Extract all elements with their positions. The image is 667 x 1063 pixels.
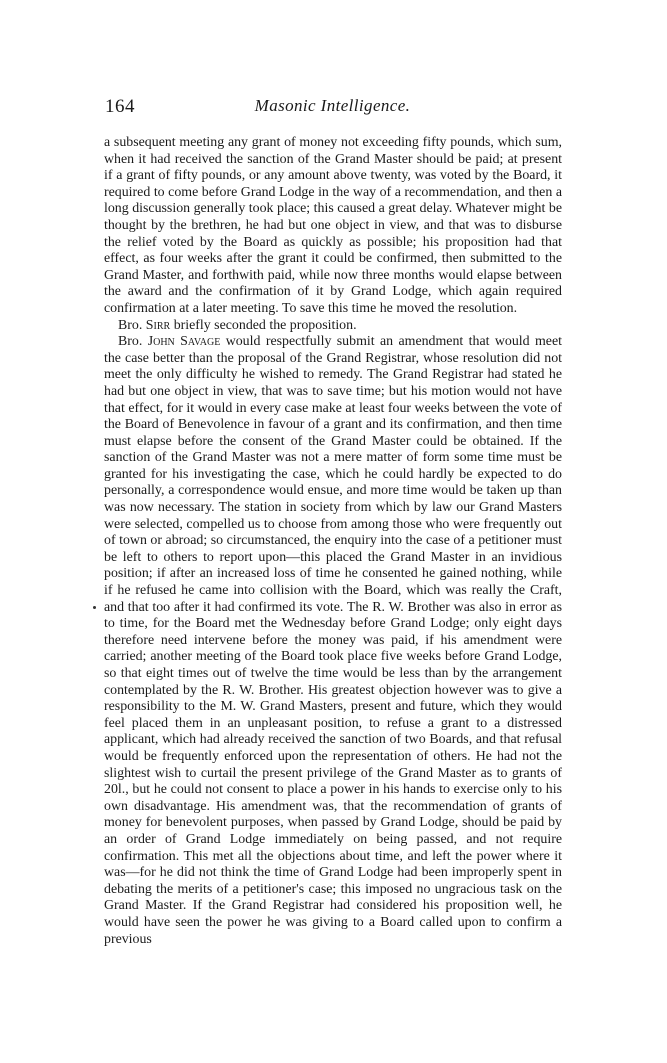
speaker-name: Sirr: [145, 317, 171, 333]
paragraph-continuation: a subsequent meeting any grant of money not exceeding fifty pounds, which sum, when it had received the sanction of the Grand Master should be paid; at present if a grant of fifty pounds, or any amount above twenty, was voted by the Board, it required to come before Grand Lodge in the way of a recommendation, and then a long discussion generally took place; this caused a great delay. Whatever might be thought by the brethren, he had but one object in view, and that was to disburse the relief voted by the Board as quickly as possible; his proposition had that effect, as four weeks after the grant it could be confirmed, then submitted to the Grand Master, and forthwith paid, while now three months would elapse between the award and the confirmation of it by Grand Lodge, which again required confirmation at a later meeting. To save this time he moved the resolution.: [104, 135, 562, 316]
paragraph-savage: [104, 334, 562, 948]
running-title: Masonic Intelligence.: [254, 96, 411, 115]
page-header: [105, 96, 560, 120]
speaker-name: John Savage: [147, 334, 221, 350]
paragraph-text: briefly seconded the proposition.: [173, 317, 357, 333]
body-text: [104, 135, 562, 948]
paragraph-text: would respectfully submit an amendment that would meet the case better than the proposal of the Grand Registrar, whose resolution did not meet the only difficulty he wished to remedy. The Grand Registrar had stated he had but one object in view, that was to save time; but his motion would not have that effect, for it would in every case make at least four weeks between the vote of the Board of Benevolence in favour of a grant and its confirmation, and then time must elapse before the consent of the Grand Master could be obtained. If the sanction of the Grand Master was not a mere matter of form some time must be granted for his investigating the case, which he could hardly be expected to do personally, a correspondence would ensue, and more time would be taken up than was now necessary. The station in society from which by law our Grand Masters were selected, compelled us to choose from among those who were frequently out of town or abroad; so circumstanced, the enquiry into the case of a petitioner must be left to others to report upon—this placed the Grand Master in an invidious position; if after an increased loss of time he consented he gained nothing, while if he refused he came into collision with the Board, which was really the Craft, and that too after it had confirmed its vote. The R. W. Brother was also in error as to time, for the Board met the Wednesday before Grand Lodge; only eight days therefore need intervene before the money was paid, if his amendment were carried; another meeting of the Board took place five weeks before Grand Lodge, so that eight times out of twelve the time would be less than by the arrangement contemplated by the R. W. Brother. His greatest objection however was to give a responsibility to the M. W. Grand Masters, present and future, which they would feel placed them in an unpleasant position, to refuse a grant to a distressed applicant, which had already received the sanction of two Boards, and that refusal would be frequently enforced upon the representation of others. He had not the slightest wish to curtail the present privilege of the Grand Master as to grants of 20l., but he could not consent to place a power in his hands to exercise only to his own disadvantage. His amendment was, that the recommendation of grants of money for benevolent purposes, when passed by Grand Lodge, should be paid by an order of Grand Lodge immediately on being passed, and not require confirmation. This met all the objections about time, and left the power where it was—for he did not think the time of Grand Lodge had been improperly spent in debating the merits of a petitioner's case; this imposed no ungracious task on the Grand Master. If the Grand Registrar had considered his proposition well, he would have seen the power he was giving to a Board called upon to confirm a previous: [104, 334, 562, 947]
speaker-prefix: Bro.: [118, 334, 143, 350]
page-number: 164: [105, 96, 135, 117]
speaker-prefix: Bro.: [118, 317, 143, 333]
paragraph-sirr: [104, 318, 562, 335]
stray-ink-mark: [93, 606, 96, 609]
